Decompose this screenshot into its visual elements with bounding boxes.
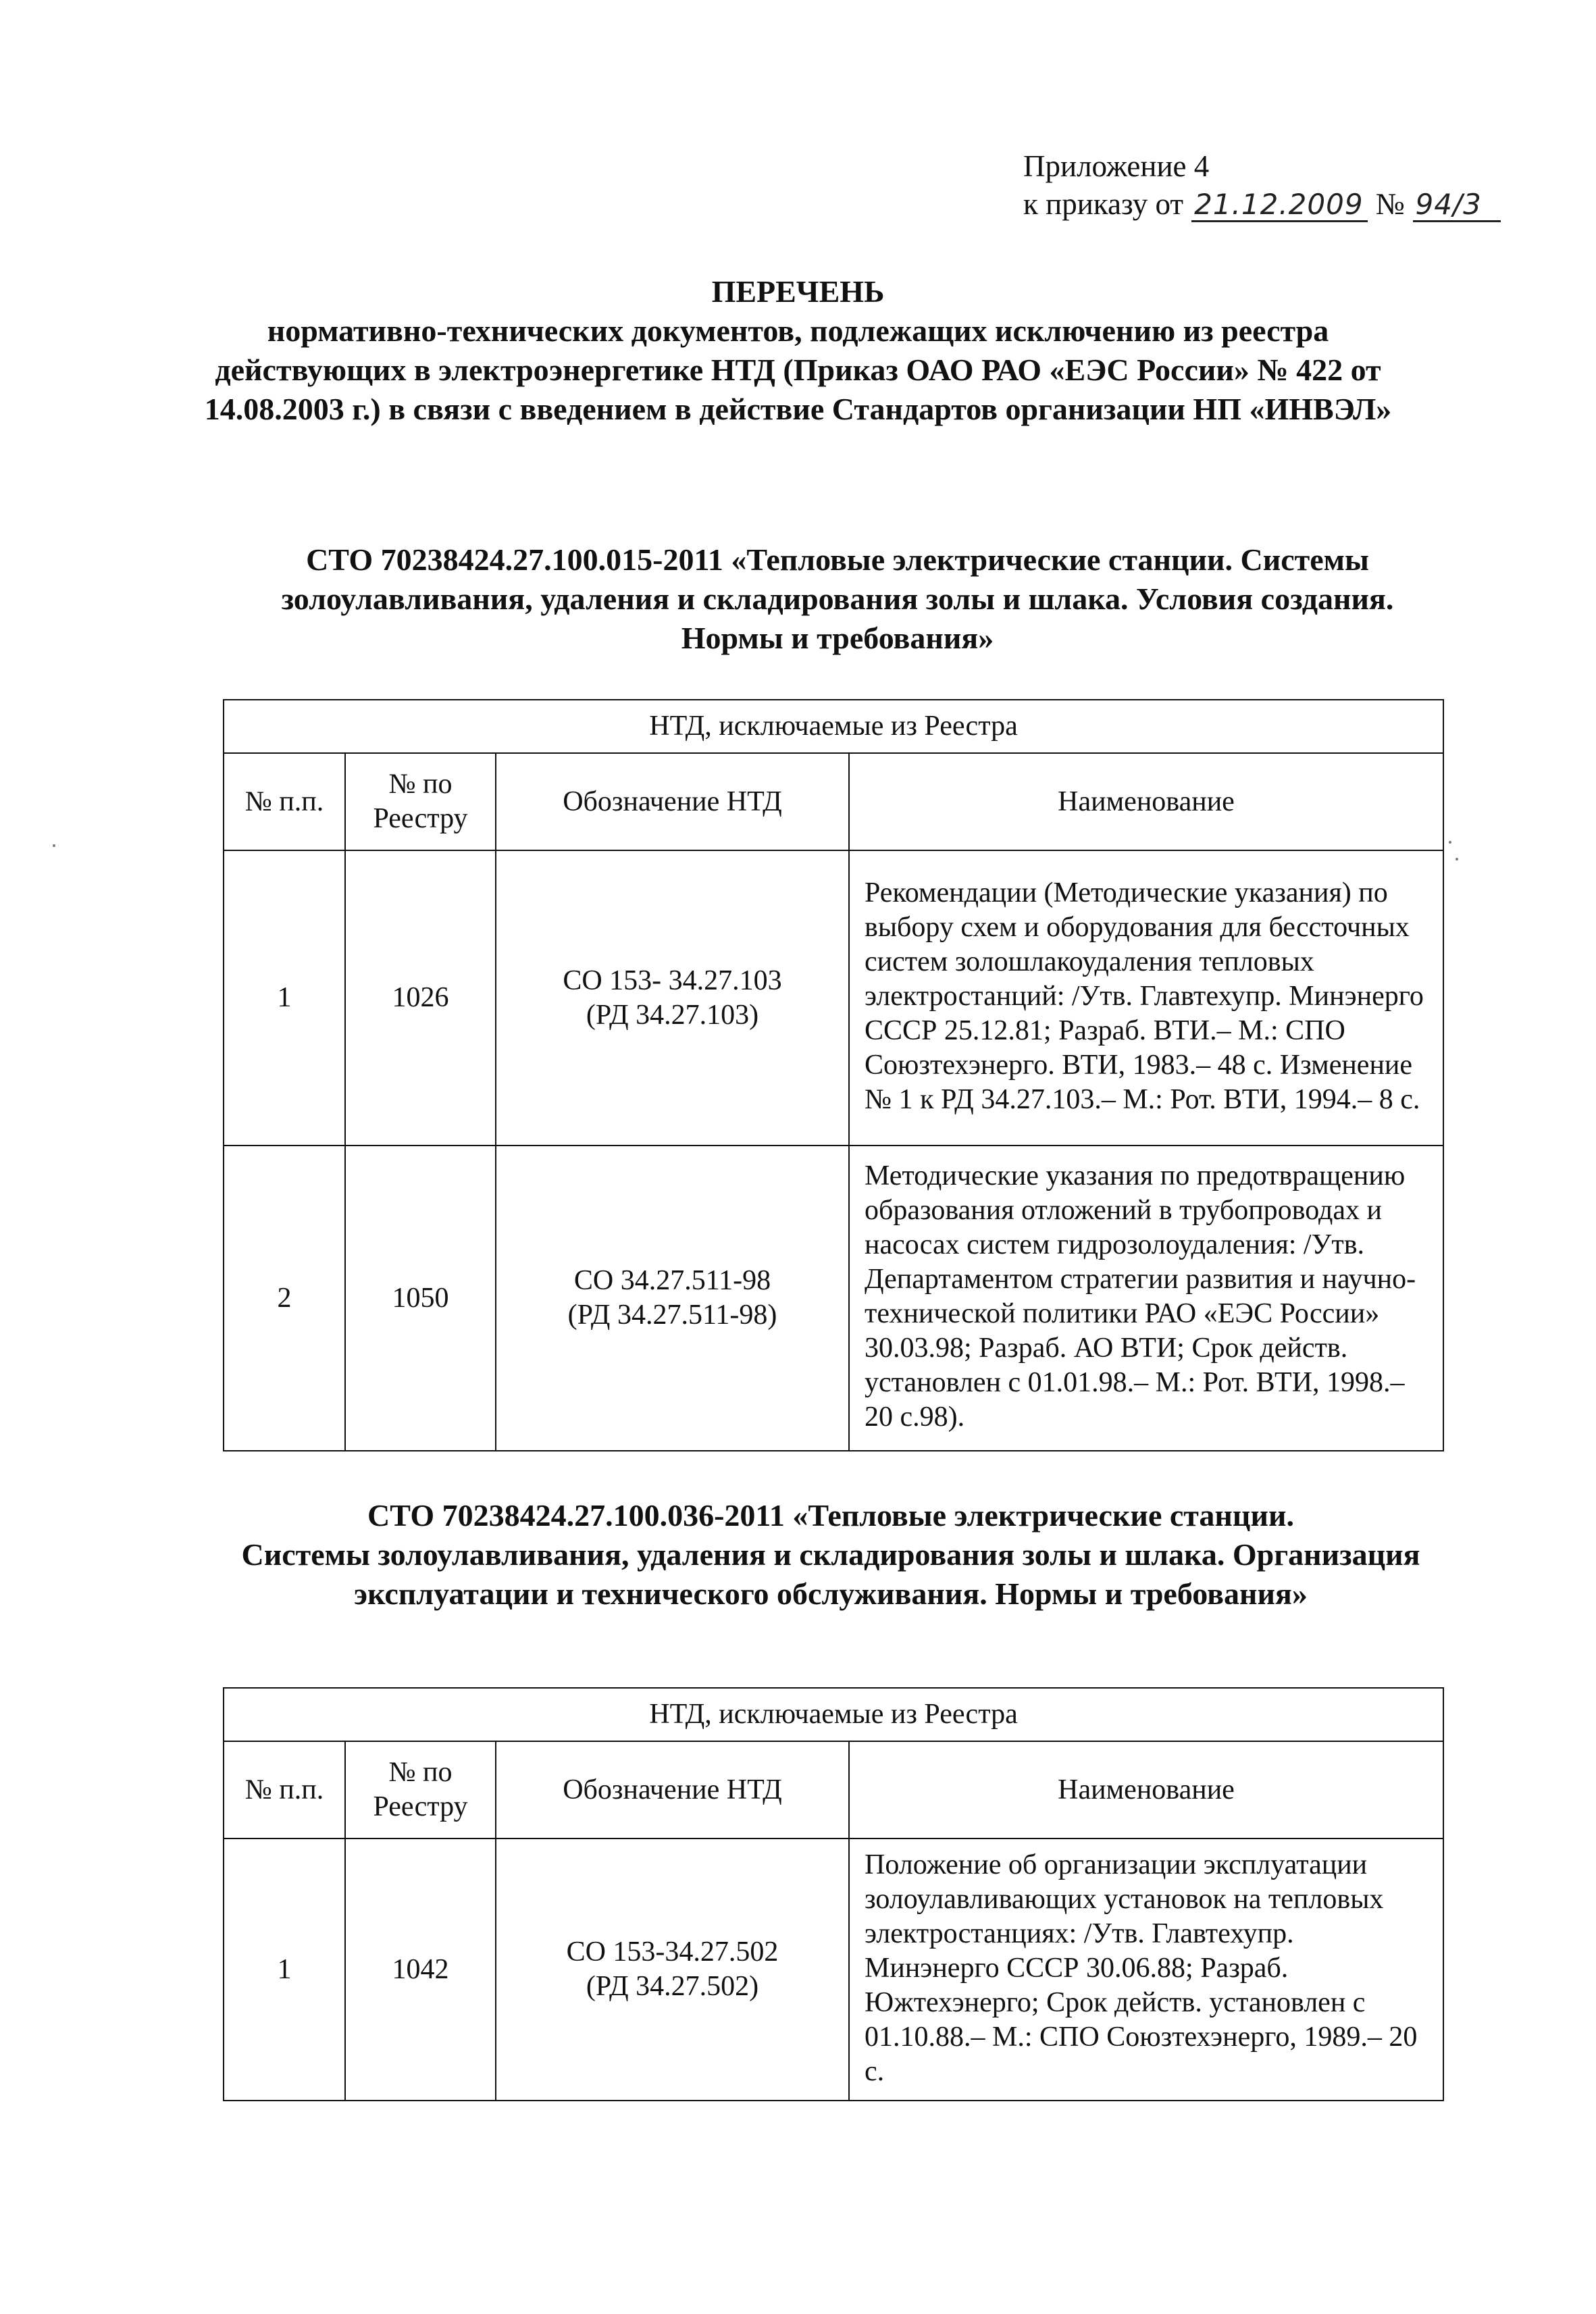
section-title-line: эксплуатации и технического обслуживания. Нормы и требования» <box>354 1576 1308 1611</box>
scan-speck <box>1449 841 1451 844</box>
document-name: Положение об организации эксплуатации золоулавливающих установок на тепловых электростанциях: /Утв. Главтехупр. Минэнерго СССР 30.06.88; Разраб. Южтехэнерго; Срок действ. установлен с 01.10.88.– М.: СПО Союзтехэнерго, 1989.– 20 с. <box>849 1839 1443 2101</box>
section-title-line: СТО 70238424.27.100.015-2011 «Тепловые электрические станции. Системы <box>306 542 1369 577</box>
title-line-1: нормативно-технических документов, подлежащих исключению из реестра <box>267 313 1329 348</box>
registry-table-1 <box>223 699 1444 1451</box>
column-header-name: Наименование <box>849 1741 1443 1839</box>
table-row <box>224 1146 1443 1451</box>
appendix-label: Приложение 4 <box>1023 149 1210 183</box>
document-title <box>122 272 1474 429</box>
order-date-handwritten: 21.12.2009 <box>1191 189 1367 222</box>
scan-speck <box>1456 858 1458 860</box>
column-header-name: Наименование <box>849 753 1443 850</box>
row-number: 1 <box>224 850 345 1146</box>
designation-alt-code: (РД 34.27.502) <box>586 1971 759 2002</box>
table-caption: НТД, исключаемые из Реестра <box>224 700 1443 753</box>
section-title-line: Нормы и требования» <box>681 621 994 655</box>
designation-code: СО 153-34.27.502 <box>566 1936 779 1968</box>
order-number-handwritten: 94/3 <box>1413 189 1501 222</box>
section-title-2 <box>169 1496 1493 1614</box>
table-caption: НТД, исключаемые из Реестра <box>224 1688 1443 1741</box>
table-row <box>224 850 1443 1146</box>
section-title-line: СТО 70238424.27.100.036-2011 «Тепловые электрические станции. <box>367 1498 1294 1533</box>
section-title-line: Системы золоулавливания, удаления и складирования золы и шлака. Организация <box>241 1537 1420 1572</box>
column-header-registry: № по Реестру <box>345 753 496 850</box>
order-prefix: к приказу от <box>1023 187 1184 221</box>
designation-code: СО 153- 34.27.103 <box>563 965 782 996</box>
scan-speck <box>53 844 55 847</box>
column-header-num: № п.п. <box>224 753 345 850</box>
title-line-2: действующих в электроэнергетике НТД (Приказ ОАО РАО «ЕЭС России» № 422 от <box>215 353 1381 387</box>
designation-alt-code: (РД 34.27.511-98) <box>567 1300 777 1331</box>
row-number: 2 <box>224 1146 345 1451</box>
registry-number: 1042 <box>345 1839 496 2101</box>
designation-cell <box>496 1839 849 2101</box>
designation-alt-code: (РД 34.27.103) <box>586 999 759 1031</box>
designation-cell <box>496 1146 849 1451</box>
document-name: Рекомендации (Методические указания) по выбору схем и оборудования для бессточных систем золошлакоудаления тепловых электростанций: /Утв. Главтехупр. Минэнерго СССР 25.12.81; Разраб. ВТИ.– М.: СПО Союзтехэнерго. ВТИ, 1983.– 48 с. Изменение № 1 к РД 34.27.103.– М.: Рот. ВТИ, 1994.– 8 с. <box>849 850 1443 1146</box>
title-heading: ПЕРЕЧЕНЬ <box>711 274 885 309</box>
registry-number: 1026 <box>345 850 496 1146</box>
registry-table-2 <box>223 1687 1444 2101</box>
title-line-3: 14.08.2003 г.) в связи с введением в действие Стандартов организации НП «ИНВЭЛ» <box>204 392 1392 426</box>
order-reference <box>1023 185 1501 223</box>
registry-number: 1050 <box>345 1146 496 1451</box>
appendix-header <box>1023 147 1501 223</box>
column-header-designation: Обозначение НТД <box>496 1741 849 1839</box>
section-title-line: золоулавливания, удаления и складирования золы и шлака. Условия создания. <box>281 582 1394 616</box>
document-name: Методические указания по предотвращению образования отложений в трубопроводах и насосах систем гидрозолоудаления: /Утв. Департаментом стратегии развития и научно-технической политики РАО «ЕЭС России» 30.03.98; Разраб. АО ВТИ; Срок действ. установлен с 01.01.98.– М.: Рот. ВТИ, 1998.– 20 с.98). <box>849 1146 1443 1451</box>
column-header-registry: № по Реестру <box>345 1741 496 1839</box>
designation-code: СО 34.27.511-98 <box>573 1265 771 1296</box>
number-sign: № <box>1375 187 1405 221</box>
designation-cell <box>496 850 849 1146</box>
column-header-num: № п.п. <box>224 1741 345 1839</box>
row-number: 1 <box>224 1839 345 2101</box>
table-row <box>224 1839 1443 2101</box>
section-title-1 <box>203 540 1472 658</box>
column-header-designation: Обозначение НТД <box>496 753 849 850</box>
